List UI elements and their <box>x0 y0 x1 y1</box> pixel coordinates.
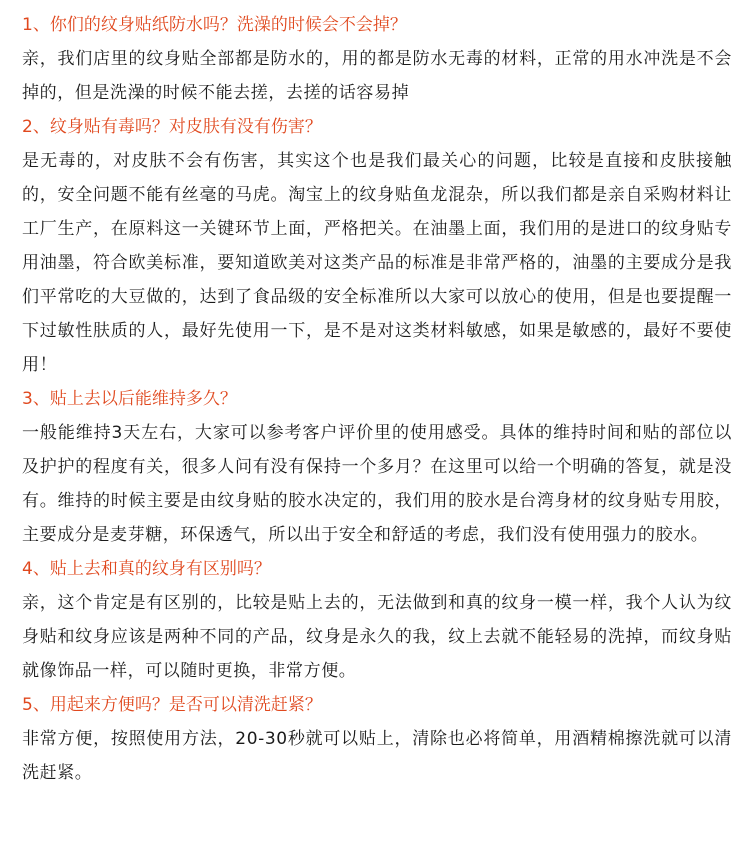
faq-answer: 亲，我们店里的纹身贴全部都是防水的，用的都是防水无毒的材料，正常的用水冲洗是不会掉的，但是洗澡的时候不能去搓，去搓的话容易掉 <box>22 49 732 103</box>
faq-question: 4、贴上去和真的纹身有区别吗？ <box>22 559 271 579</box>
faq-item-1 <box>22 8 732 110</box>
faq-question: 3、贴上去以后能维持多久？ <box>22 389 237 409</box>
faq-answer: 非常方便，按照使用方法，20-30秒就可以贴上，清除也必将简单，用酒精棉擦洗就可以清洗赶紧。 <box>22 729 732 783</box>
faq-question: 1、你们的纹身贴纸防水吗？洗澡的时候会不会掉？ <box>22 15 407 35</box>
faq-answer: 是无毒的，对皮肤不会有伤害，其实这个也是我们最关心的问题，比较是直接和皮肤接触的，安全问题不能有丝毫的马虎。淘宝上的纹身贴鱼龙混杂，所以我们都是亲自采购材料让工厂生产，在原料这一关键环节上面，严格把关。在油墨上面，我们用的是进口的纹身贴专用油墨，符合欧美标准，要知道欧美对这类产品的标准是非常严格的，油墨的主要成分是我们平常吃的大豆做的，达到了食品级的安全标准所以大家可以放心的使用，但是也要提醒一下过敏性肤质的人，最好先使用一下，是不是对这类材料敏感，如果是敏感的，最好不要使用！ <box>22 151 732 375</box>
faq-question: 2、纹身贴有毒吗？对皮肤有没有伤害？ <box>22 117 322 137</box>
faq-answer: 亲，这个肯定是有区别的，比较是贴上去的，无法做到和真的纹身一模一样，我个人认为纹身贴和纹身应该是两种不同的产品，纹身是永久的我，纹上去就不能轻易的洗掉，而纹身贴就像饰品一样，可以随时更换，非常方便。 <box>22 593 732 681</box>
faq-question: 5、用起来方便吗？是否可以清洗赶紧？ <box>22 695 322 715</box>
faq-item-4 <box>22 552 732 688</box>
faq-answer: 一般能维持3天左右，大家可以参考客户评价里的使用感受。具体的维持时间和贴的部位以及护护的程度有关，很多人问有没有保持一个多月？在这里可以给一个明确的答复，就是没有。维持的时候主要是由纹身贴的胶水决定的，我们用的胶水是台湾身材的纹身贴专用胶，主要成分是麦芽糖，环保透气，所以出于安全和舒适的考虑，我们没有使用强力的胶水。 <box>22 423 732 545</box>
faq-item-3 <box>22 382 732 552</box>
faq-item-5 <box>22 688 732 790</box>
faq-item-2 <box>22 110 732 382</box>
